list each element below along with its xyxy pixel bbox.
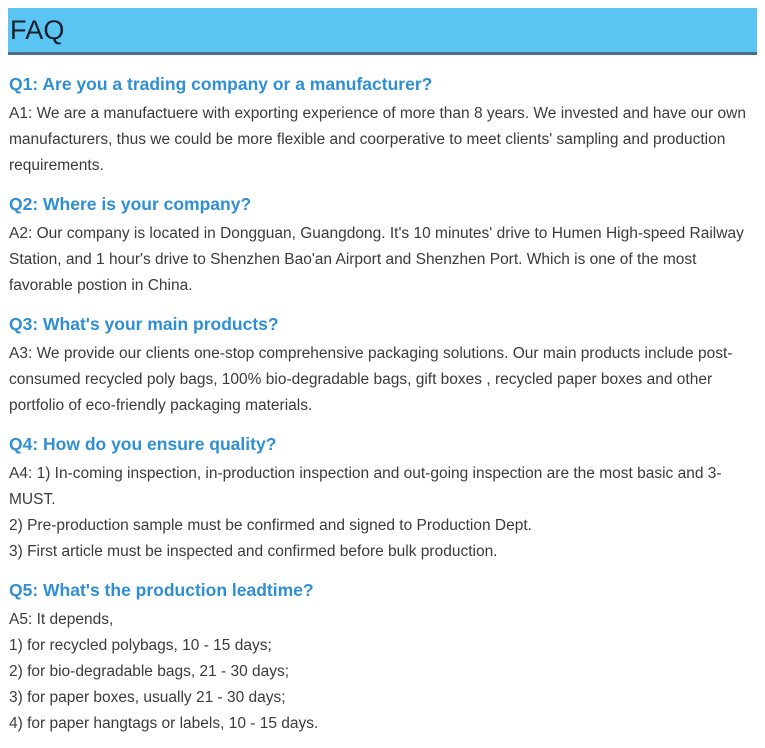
page-title: FAQ xyxy=(10,14,65,45)
faq-item xyxy=(9,195,756,299)
faq-item xyxy=(9,435,756,565)
faq-item xyxy=(9,75,756,179)
faq-list xyxy=(8,55,757,737)
faq-question: Q1: Are you a trading company or a manufacturer? xyxy=(9,74,433,94)
faq-answer-line: A2: Our company is located in Dongguan, Guangdong. It's 10 minutes' drive to Humen High-speed Railway Station, and 1 hour's drive to Shenzhen Bao'an Airport and Shenzhen Port. Which is one of the most favorable postion in China. xyxy=(9,225,744,294)
faq-answer-line: 3) First article must be inspected and confirmed before bulk production. xyxy=(9,543,498,560)
faq-answer-line: A5: It depends, xyxy=(9,611,114,628)
faq-answer-line: 2) Pre-production sample must be confirmed and signed to Production Dept. xyxy=(9,517,532,534)
faq-section-header xyxy=(8,8,757,55)
faq-question: Q4: How do you ensure quality? xyxy=(9,434,277,454)
faq-answer-line: A1: We are a manufactuere with exporting experience of more than 8 years. We invested and have our own manufacturers, thus we could be more flexible and coorperative to meet clients' sampling and production requirements. xyxy=(9,105,746,174)
faq-item xyxy=(9,315,756,419)
faq-question: Q5: What's the production leadtime? xyxy=(9,580,314,600)
faq-answer-line: 1) for recycled polybags, 10 - 15 days; xyxy=(9,637,272,654)
faq-answer-line: 3) for paper boxes, usually 21 - 30 days; xyxy=(9,689,286,706)
faq-item xyxy=(9,581,756,737)
faq-answer-line: 2) for bio-degradable bags, 21 - 30 days; xyxy=(9,663,290,680)
faq-answer-line: A4: 1) In-coming inspection, in-production inspection and out-going inspection are the most basic and 3-MUST. xyxy=(9,465,722,508)
faq-answer-line: 4) for paper hangtags or labels, 10 - 15 days. xyxy=(9,715,319,732)
faq-question: Q2: Where is your company? xyxy=(9,194,252,214)
faq-question: Q3: What's your main products? xyxy=(9,314,279,334)
faq-answer-line: A3: We provide our clients one-stop comprehensive packaging solutions. Our main products include post-consumed recycled poly bags, 100% bio-degradable bags, gift boxes , recycled paper boxes and other portfolio of eco-friendly packaging materials. xyxy=(9,345,733,414)
